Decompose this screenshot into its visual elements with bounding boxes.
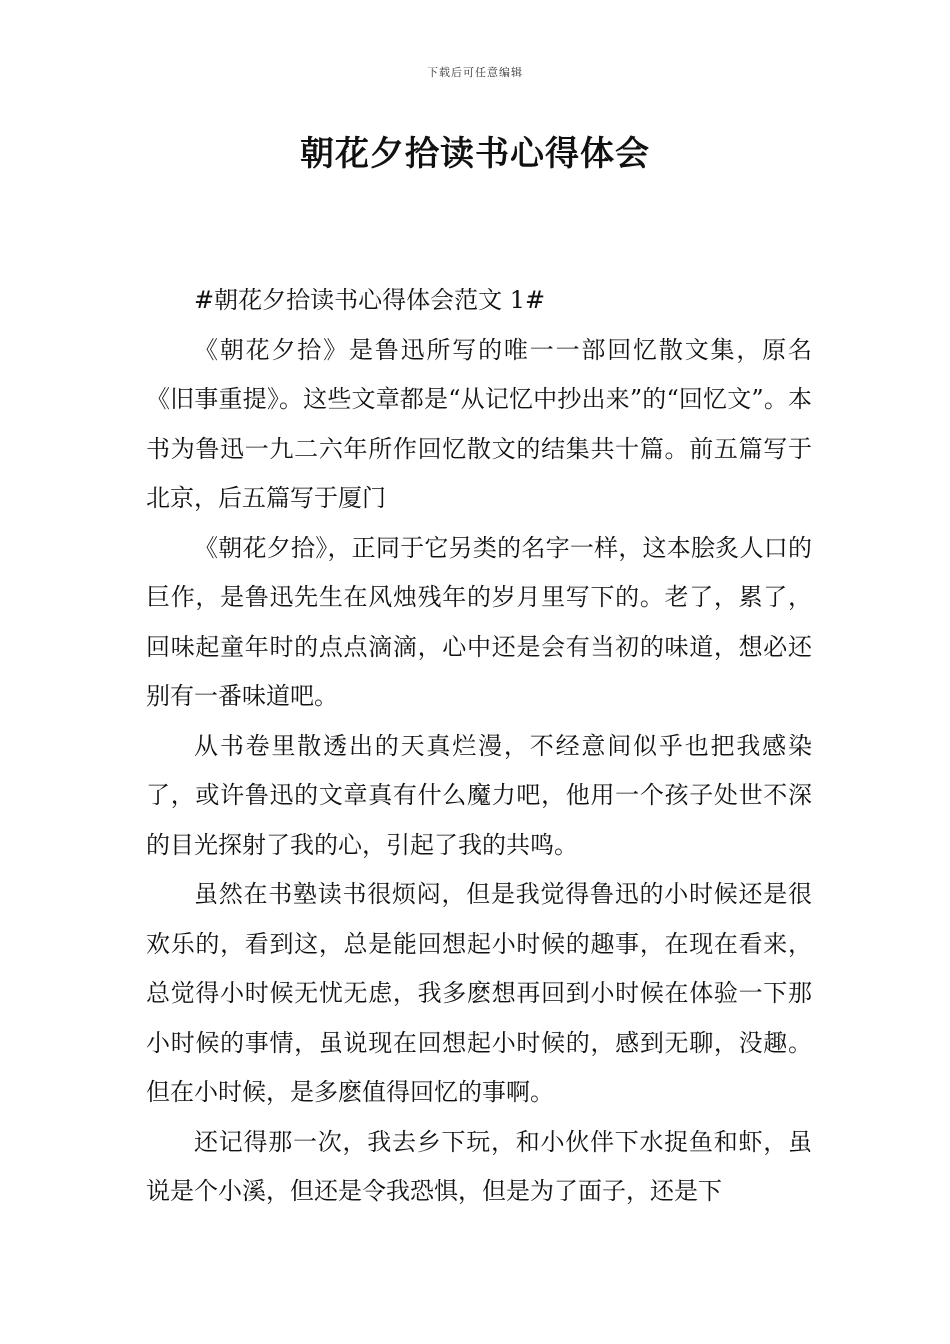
paragraph-3: 从书卷里散透出的天真烂漫，不经意间似乎也把我感染了，或许鲁迅的文章真有什么魔力吧，他用一个孩子处世不深的目光探射了我的心，引起了我的共鸣。 (146, 731, 812, 859)
paragraph-4: 虽然在书塾读书很烦闷，但是我觉得鲁迅的小时候还是很欢乐的，看到这，总是能回想起小时候的趣事，在现在看来，总觉得小时候无忧无虑，我多麽想再回到小时候在体验一下那小时候的事情，虽说现在回想起小时候的，感到无聊，没趣。但在小时候，是多麽值得回忆的事啊。 (146, 880, 812, 1106)
paragraph-5: 还记得那一次，我去乡下玩，和小伙伴下水捉鱼和虾，虽说是个小溪，但还是令我恐惧，但是为了面子，还是下 (146, 1127, 812, 1205)
document-title: 朝花夕拾读书心得体会 (300, 134, 650, 174)
section-heading: #朝花夕拾读书心得体会范文 1# (194, 286, 546, 314)
document-body (146, 276, 812, 1217)
header-note: 下载后可任意编辑 (427, 66, 523, 79)
paragraph-1: 《朝花夕拾》是鲁迅所写的唯一一部回忆散文集，原名《旧事重提》。这些文章都是“从记忆中抄出来”的“回忆文”。本书为鲁迅一九二六年所作回忆散文的结集共十篇。前五篇写于北京，后五篇写于厦门 (146, 335, 812, 512)
paragraph-2: 《朝花夕拾》，正同于它另类的名字一样，这本脍炙人口的巨作，是鲁迅先生在风烛残年的岁月里写下的。老了，累了，回味起童年时的点点滴滴，心中还是会有当初的味道，想必还别有一番味道吧。 (146, 533, 812, 710)
